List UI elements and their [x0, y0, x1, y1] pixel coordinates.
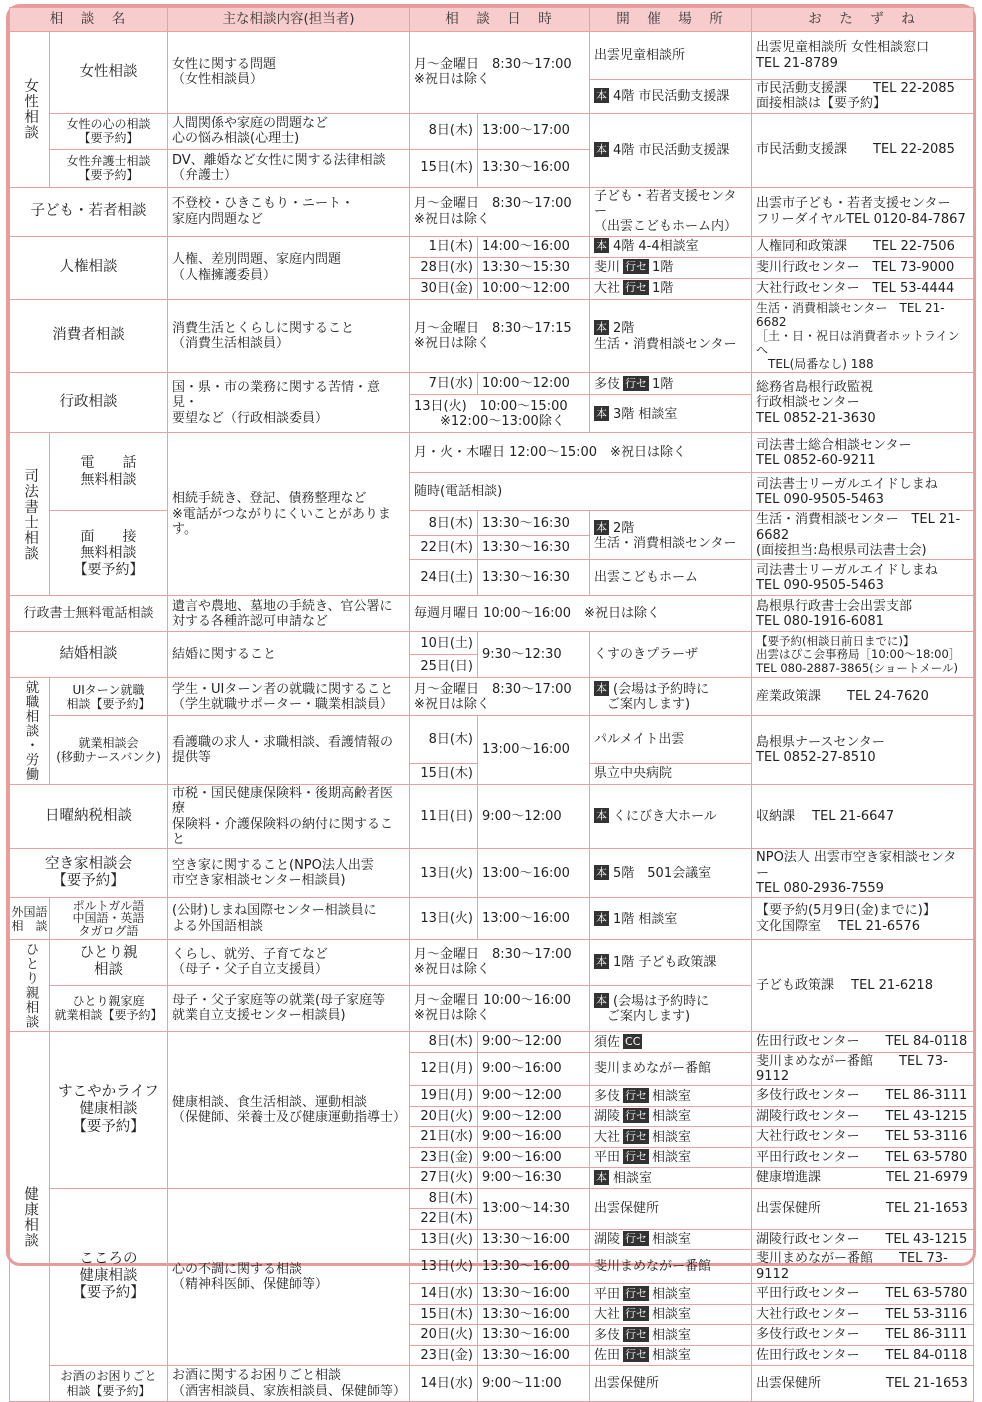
- sukoyaka-date: 21日(水): [410, 1127, 478, 1148]
- place-label: 斐川: [594, 260, 621, 276]
- sukoyaka-time: 9:00～16:00: [478, 1147, 590, 1168]
- kokoro-time: 13:00～17:00: [478, 113, 590, 149]
- header-row: [10, 8, 974, 32]
- sukoyaka-place: [590, 1032, 752, 1053]
- gyosei-contact: 総務省島根行政監視 行政相談センター TEL 0852-21-3630: [752, 373, 974, 433]
- jinken-date: 1日(木): [410, 236, 478, 257]
- kokoro-kenko-date: 14日(水): [410, 1284, 478, 1305]
- kokoro-kenko-content: 心の不調に関する相談 （精神科医師、保健師等）: [168, 1188, 410, 1365]
- gyo-badge: 行セ: [625, 1129, 648, 1143]
- header-contact: お た ず ね: [752, 8, 974, 32]
- gyosei-date: 7日(水): [410, 373, 478, 395]
- jinken-contact: 人権同和政策課 TEL 22-7506: [752, 236, 974, 257]
- kekkon-place: くすのきプラーザ: [590, 632, 752, 678]
- table-row: [10, 187, 974, 236]
- hon-badge: 本: [596, 809, 607, 823]
- shugyo-time: 13:00～16:00: [478, 716, 590, 785]
- table-row: [10, 1188, 974, 1209]
- table-row: [10, 716, 974, 764]
- consultation-schedule: [6, 4, 976, 1399]
- place-label: (会場は予約時に ご案内します): [607, 682, 710, 713]
- hitorioya-contact: 子ども政策課 TEL 21-6218: [752, 940, 974, 1032]
- shohisha-place: [590, 299, 752, 373]
- bengoshi-place: [590, 113, 752, 187]
- kodomo-content: 不登校・ひきこもり・ニート・ 家庭内問題など: [168, 187, 410, 236]
- place-label: 5階 501会議室: [613, 866, 712, 882]
- nozei-date: 11日(日): [410, 784, 478, 848]
- table-row: [10, 511, 974, 535]
- place-room: 相談室: [652, 1286, 692, 1302]
- gyo-badge: 行セ: [625, 1088, 648, 1102]
- gyosei-name: 行政相談: [10, 373, 168, 433]
- akiya-content: 空き家に関すること(NPO法人出雲 市空き家相談センター相談員): [168, 849, 410, 898]
- shiho-place: 出雲こどもホーム: [590, 560, 752, 596]
- place-room: 相談室: [652, 1088, 692, 1104]
- sukoyaka-date: 19日(月): [410, 1086, 478, 1107]
- place-label: 湖陵: [594, 1232, 621, 1248]
- header-content: 主な相談内容(担当者): [168, 8, 410, 32]
- cc-badge: CC: [625, 1034, 641, 1048]
- hon-badge: 本: [596, 682, 607, 696]
- bengoshi-contact: 市民活動支援課 TEL 22-2085: [752, 113, 974, 187]
- sukoyaka-time: 9:00～16:00: [478, 1127, 590, 1148]
- shugyo-content: 看護職の求人・求職相談、看護情報の 提供等: [168, 716, 410, 785]
- shugyo-place: パルメイト出雲: [590, 716, 752, 764]
- kokoro-kenko-date: 13日(火): [410, 1250, 478, 1284]
- place-label: 4階 市民活動支援課: [613, 142, 730, 158]
- sukoyaka-contact: 平田行政センター TEL 63-5780: [752, 1147, 974, 1168]
- kodomo-place: 子ども・若者支援センター （出雲こどもホーム内）: [590, 187, 752, 236]
- sukoyaka-place: [590, 1147, 752, 1168]
- place-room: 相談室: [652, 1348, 692, 1364]
- hitorioya-shugyo-date: 月～金曜日 10:00～16:00 ※祝日は除く: [410, 985, 590, 1031]
- place-label: 多伎: [594, 1327, 621, 1343]
- gyoseishoshi-name: 行政書士無料電話相談: [10, 596, 168, 632]
- kodomo-name: 子ども・若者相談: [10, 187, 168, 236]
- table-row: [10, 373, 974, 395]
- table-row: [10, 1366, 974, 1402]
- place-label: 4階 市民活動支援課: [613, 89, 730, 105]
- osake-date: 14日(水): [410, 1366, 478, 1402]
- hon-badge: 本: [596, 321, 607, 335]
- shugyo-contact: 島根県ナースセンター TEL 0852-27-8510: [752, 716, 974, 785]
- josei-place1: 出雲児童相談所: [590, 32, 752, 80]
- sukoyaka-contact: 斐川まめながー番館 TEL 73-9112: [752, 1052, 974, 1086]
- kokoro-kenko-contact: 出雲保健所 TEL 21-1653: [752, 1188, 974, 1229]
- gyo-badge: 行セ: [625, 281, 648, 295]
- place-label: 湖陵: [594, 1109, 621, 1125]
- kekkon-date: 10日(土): [410, 632, 478, 655]
- place-label: 多伎: [594, 376, 621, 392]
- gyo-badge: 行セ: [625, 1307, 648, 1321]
- kokoro-kenko-contact: 平田行政センター TEL 63-5780: [752, 1284, 974, 1305]
- jinken-place: [590, 278, 752, 299]
- kokoro-kenko-place: [590, 1304, 752, 1325]
- schedule-table: [9, 7, 974, 1402]
- gyo-badge: 行セ: [625, 1109, 648, 1123]
- header-place: 開 催 場 所: [590, 8, 752, 32]
- akiya-time: 13:00～16:00: [478, 849, 590, 898]
- place-floor: 1階: [652, 281, 674, 297]
- uiturn-date: 月～金曜日 8:30～17:00 ※祝日は除く: [410, 678, 590, 716]
- jinken-time: 10:00～12:00: [478, 278, 590, 299]
- hon-badge: 本: [596, 866, 607, 880]
- place-label: 4階 4-4相談室: [613, 239, 699, 255]
- kokoro-kenko-date: 15日(木): [410, 1304, 478, 1325]
- uiturn-name: UIターン就職 相談【要予約】: [50, 678, 168, 716]
- table-row: [10, 433, 974, 473]
- place-label: 須佐: [594, 1034, 621, 1050]
- place-label: くにびき大ホール: [613, 809, 717, 825]
- shohisha-date: 月～金曜日 8:30～17:15 ※祝日は除く: [410, 299, 590, 373]
- shohisha-content: 消費生活とくらしに関すること （消費生活相談員）: [168, 299, 410, 373]
- shiho-contact: 司法書士総合相談センター TEL 0852-60-9211: [752, 433, 974, 473]
- kokoro-kenko-time: 13:30～16:00: [478, 1250, 590, 1284]
- kokoro-kenko-place: [590, 1325, 752, 1346]
- place-room: 相談室: [652, 1232, 692, 1248]
- sukoyaka-contact: 大社行政センター TEL 53-3116: [752, 1127, 974, 1148]
- sukoyaka-date: 27日(火): [410, 1168, 478, 1189]
- jinken-contact: 大社行政センター TEL 53-4444: [752, 278, 974, 299]
- kekkon-date: 25日(日): [410, 655, 478, 678]
- hitorioya-shugyo-name: ひとり親家庭 就業相談【要予約】: [50, 985, 168, 1031]
- hon-badge: 本: [596, 142, 607, 156]
- bengoshi-date: 15日(木): [410, 149, 478, 187]
- gyo-badge: 行セ: [625, 1150, 648, 1164]
- sukoyaka-contact: 健康増進課 TEL 21-6979: [752, 1168, 974, 1189]
- kokoro-kenko-contact: 湖陵行政センター TEL 43-1215: [752, 1229, 974, 1250]
- kokoro-kenko-date: 13日(火): [410, 1229, 478, 1250]
- hon-badge: 本: [596, 239, 607, 253]
- kokoro-kenko-place: [590, 1229, 752, 1250]
- place-label: 平田: [594, 1150, 621, 1166]
- kokoro-kenko-contact: 佐田行政センター TEL 84-0118: [752, 1345, 974, 1366]
- shiho-place: [590, 511, 752, 560]
- jinken-date: 28日(水): [410, 257, 478, 278]
- gyo-badge: 行セ: [625, 376, 648, 390]
- sukoyaka-time: 9:00～16:00: [478, 1052, 590, 1086]
- place-room: 相談室: [652, 1150, 692, 1166]
- gaikokugo-date: 13日(火): [410, 898, 478, 940]
- shiho-denwa: 電 話 無料相談: [50, 433, 168, 511]
- hitorioya-shugyo-content: 母子・父子家庭等の就業(母子家庭等 就業自立支援センター相談員): [168, 985, 410, 1031]
- kokoro-kenko-date: 20日(火): [410, 1325, 478, 1346]
- sukoyaka-time: 9:00～16:30: [478, 1168, 590, 1189]
- shugyo-name: 就業相談会 (移動ナースバンク): [50, 716, 168, 785]
- hon-badge: 本: [596, 955, 607, 969]
- place-label: 2階 生活・消費相談センター: [594, 321, 737, 352]
- kokoro-kenko-date: 8日(木): [410, 1188, 478, 1209]
- sukoyaka-date: 8日(木): [410, 1032, 478, 1053]
- osake-name: お酒のお困りごと 相談【要予約】: [50, 1366, 168, 1402]
- josei-contact1: 出雲児童相談所 女性相談窓口 TEL 21-8789: [752, 32, 974, 80]
- table-row: [10, 849, 974, 898]
- josei-contact2: 市民活動支援課 TEL 22-2085 面接相談は【要予約】: [752, 80, 974, 114]
- kokoro-kenko-place: [590, 1345, 752, 1366]
- josei-name: 女性相談: [50, 32, 168, 114]
- gyo-badge: 行セ: [625, 1232, 648, 1246]
- sukoyaka-date: 23日(金): [410, 1147, 478, 1168]
- sukoyaka-content: 健康相談、食生活相談、運動相談 （保健師、栄養士及び健康運動指導士）: [168, 1032, 410, 1189]
- shiho-date: 22日(木): [410, 535, 478, 560]
- table-row: [10, 236, 974, 257]
- jinken-date: 30日(金): [410, 278, 478, 299]
- gyosei-time: 10:00～12:00: [478, 373, 590, 395]
- sukoyaka-contact: 湖陵行政センター TEL 43-1215: [752, 1106, 974, 1127]
- sukoyaka-contact: 多伎行政センター TEL 86-3111: [752, 1086, 974, 1107]
- shiho-content: 相続手続き、登記、債務整理など ※電話がつながりにくいことがあります。: [168, 433, 410, 596]
- nozei-name: 日曜納税相談: [10, 784, 168, 848]
- sukoyaka-date: 20日(火): [410, 1106, 478, 1127]
- hitorioya-date: 月～金曜日 8:30～17:00 ※祝日は除く: [410, 940, 590, 986]
- shohisha-name: 消費者相談: [10, 299, 168, 373]
- jinken-contact: 斐川行政センター TEL 73-9000: [752, 257, 974, 278]
- gyo-badge: 行セ: [625, 1348, 648, 1362]
- bengoshi-content: DV、離婚など女性に関する法律相談 （弁護士）: [168, 149, 410, 187]
- group-shuro: 就職相談・労働: [10, 678, 50, 785]
- kekkon-contact: 【要予約(相談日前日までに)】 出雲はぴこ会事務局［10:00～18:00］ TEL 080-2887-3865(ショートメール): [752, 632, 974, 678]
- place-label: 2階 生活・消費相談センター: [594, 520, 737, 551]
- shiho-time: 13:30～16:30: [478, 511, 590, 535]
- hon-badge: 本: [596, 520, 607, 534]
- place-label: 大社: [594, 1129, 621, 1145]
- gaikokugo-content: (公財)しまね国際センター相談員に よる外国語相談: [168, 898, 410, 940]
- shugyo-place: 県立中央病院: [590, 763, 752, 784]
- group-shiho: 司法書士相談: [10, 433, 50, 596]
- sukoyaka-time: 9:00～12:00: [478, 1106, 590, 1127]
- sukoyaka-name: すこやかライフ 健康相談 【要予約】: [50, 1032, 168, 1189]
- gyoseishoshi-date: 毎週月曜日 10:00～16:00 ※祝日は除く: [410, 596, 752, 632]
- kokoro-kenko-time: 13:30～16:00: [478, 1304, 590, 1325]
- place-label: 平田: [594, 1286, 621, 1302]
- gyosei-date2: 13日(火) 10:00～15:00 ※12:00～13:00除く: [410, 395, 590, 433]
- group-josei: 女性相談: [10, 32, 50, 188]
- josei-place2: [590, 80, 752, 114]
- kekkon-content: 結婚に関すること: [168, 632, 410, 678]
- hitorioya-content: くらし、就労、子育てなど （母子・父子自立支援員）: [168, 940, 410, 986]
- jinken-place: [590, 257, 752, 278]
- shohisha-contact: 生活・消費相談センター TEL 21-6682 ［土・日・祝日は消費者ホットラインへ TEL(局番なし) 188: [752, 299, 974, 373]
- place-label: 1階 子ども政策課: [613, 955, 717, 971]
- table-row: [10, 678, 974, 716]
- place-label: 佐田: [594, 1348, 621, 1364]
- sukoyaka-date: 12日(月): [410, 1052, 478, 1086]
- kokoro-date: 8日(木): [410, 113, 478, 149]
- osake-time: 9:00～11:00: [478, 1366, 590, 1402]
- shiho-contact: 司法書士リーガルエイドしまね TEL 090-9505-5463: [752, 473, 974, 511]
- gyo-badge: 行セ: [625, 260, 648, 274]
- kokoro-kenko-time: 13:00～14:30: [478, 1188, 590, 1229]
- kodomo-date: 月～金曜日 8:30～17:00 ※祝日は除く: [410, 187, 590, 236]
- kokoro-kenko-time: 13:30～16:00: [478, 1284, 590, 1305]
- table-row: [10, 632, 974, 655]
- table-row: [10, 1032, 974, 1053]
- table-row: [10, 299, 974, 373]
- place-label: 1階 相談室: [613, 911, 678, 927]
- place-label: 多伎: [594, 1088, 621, 1104]
- kokoro-kenko-time: 13:30～16:00: [478, 1345, 590, 1366]
- shiho-time: 13:30～16:30: [478, 560, 590, 596]
- sukoyaka-place: [590, 1086, 752, 1107]
- place-label: 相談室: [613, 1170, 653, 1186]
- hon-badge: 本: [596, 406, 607, 420]
- josei-content: 女性に関する問題 （女性相談員）: [168, 32, 410, 114]
- place-room: 相談室: [652, 1327, 692, 1343]
- jinken-time: 14:00～16:00: [478, 236, 590, 257]
- table-row: [10, 940, 974, 986]
- place-floor: 1階: [652, 260, 674, 276]
- place-label: (会場は予約時に ご案内します): [607, 993, 710, 1024]
- shiho-date: 月・火・木曜日 12:00～15:00 ※祝日は除く: [410, 433, 752, 473]
- table-row: [10, 898, 974, 940]
- kokoro-kenko-place: [590, 1284, 752, 1305]
- sukoyaka-place: 斐川まめながー番館: [590, 1052, 752, 1086]
- uiturn-contact: 産業政策課 TEL 24-7620: [752, 678, 974, 716]
- kokoro-name: 女性の心の相談 【要予約】: [50, 113, 168, 149]
- hon-badge: 本: [596, 993, 607, 1007]
- shugyo-date: 8日(木): [410, 716, 478, 764]
- sukoyaka-time: 9:00～12:00: [478, 1086, 590, 1107]
- shugyo-date: 15日(木): [410, 763, 478, 784]
- osake-content: お酒に関するお困りごと相談 （酒害相談員、家族相談員、保健師等）: [168, 1366, 410, 1402]
- osake-contact: 出雲保健所 TEL 21-1653: [752, 1366, 974, 1402]
- shiho-date: 随時(電話相談): [410, 473, 752, 511]
- kokoro-kenko-contact: 多伎行政センター TEL 86-3111: [752, 1325, 974, 1346]
- gyo-badge: 行セ: [625, 1327, 648, 1341]
- kekkon-name: 結婚相談: [10, 632, 168, 678]
- hon-badge: 本: [596, 89, 607, 103]
- bengoshi-name: 女性弁護士相談 【要予約】: [50, 149, 168, 187]
- bengoshi-time: 13:30～16:00: [478, 149, 590, 187]
- shiho-mensetsu: 面 接 無料相談 【要予約】: [50, 511, 168, 596]
- akiya-date: 13日(火): [410, 849, 478, 898]
- kokoro-kenko-date: 22日(木): [410, 1209, 478, 1230]
- gaikokugo-time: 13:00～16:00: [478, 898, 590, 940]
- gaikokugo-name: ポルトガル語 中国語・英語 タガログ語: [50, 898, 168, 940]
- gyosei-place1: [590, 373, 752, 395]
- group-hitorioya: ひとり親相談: [10, 940, 50, 1032]
- header-date: 相 談 日 時: [410, 8, 590, 32]
- hitorioya-name: ひとり親 相談: [50, 940, 168, 986]
- jinken-content: 人権、差別問題、家庭内問題 （人権擁護委員）: [168, 236, 410, 299]
- gyoseishoshi-content: 遺言や農地、墓地の手続き、官公署に 対する各種許認可申請など: [168, 596, 410, 632]
- kokoro-kenko-name: こころの 健康相談 【要予約】: [50, 1188, 168, 1365]
- shiho-date: 8日(木): [410, 511, 478, 535]
- sukoyaka-place: [590, 1106, 752, 1127]
- akiya-contact: NPO法人 出雲市空き家相談センター TEL 080-2936-7559: [752, 849, 974, 898]
- shiho-contact: 司法書士リーガルエイドしまね TEL 090-9505-5463: [752, 560, 974, 596]
- shiho-date: 24日(土): [410, 560, 478, 596]
- kokoro-kenko-time: 13:30～16:00: [478, 1229, 590, 1250]
- place-label: 3階 相談室: [613, 406, 678, 422]
- hon-badge: 本: [596, 1170, 607, 1184]
- nozei-time: 9:00～12:00: [478, 784, 590, 848]
- jinken-place: [590, 236, 752, 257]
- gaikokugo-group: 外国語 相 談: [10, 898, 50, 940]
- place-floor: 1階: [652, 376, 674, 392]
- place-label: 大社: [594, 1307, 621, 1323]
- akiya-name: 空き家相談会 【要予約】: [10, 849, 168, 898]
- kokoro-kenko-contact: 斐川まめながー番館 TEL 73-9112: [752, 1250, 974, 1284]
- sukoyaka-contact: 佐田行政センター TEL 84-0118: [752, 1032, 974, 1053]
- shiho-time: 13:30～16:30: [478, 535, 590, 560]
- header-name: 相 談 名: [10, 8, 168, 32]
- jinken-name: 人権相談: [10, 236, 168, 299]
- hitorioya-place: [590, 940, 752, 986]
- place-room: 相談室: [652, 1109, 692, 1125]
- sukoyaka-place: [590, 1168, 752, 1189]
- hitorioya-shugyo-place: [590, 985, 752, 1031]
- gyoseishoshi-contact: 島根県行政書士会出雲支部 TEL 080-1916-6081: [752, 596, 974, 632]
- kokoro-kenko-time: 13:30～16:00: [478, 1325, 590, 1346]
- table-row: [10, 596, 974, 632]
- kokoro-kenko-place: 出雲保健所: [590, 1188, 752, 1229]
- hon-badge: 本: [596, 911, 607, 925]
- kokoro-kenko-contact: 大社行政センター TEL 53-3116: [752, 1304, 974, 1325]
- nozei-contact: 収納課 TEL 21-6647: [752, 784, 974, 848]
- table-row: [10, 32, 974, 80]
- uiturn-place: [590, 678, 752, 716]
- josei-date: 月～金曜日 8:30～17:00 ※祝日は除く: [410, 32, 590, 114]
- sukoyaka-place: [590, 1127, 752, 1148]
- place-room: 相談室: [652, 1129, 692, 1145]
- place-room: 相談室: [652, 1307, 692, 1323]
- kokoro-kenko-date: 23日(金): [410, 1345, 478, 1366]
- uiturn-content: 学生・UIターン者の就職に関すること （学生就職サポーター・職業相談員）: [168, 678, 410, 716]
- gaikokugo-place: [590, 898, 752, 940]
- gaikokugo-contact: 【要予約(5月9日(金)までに)】 文化国際室 TEL 21-6576: [752, 898, 974, 940]
- kokoro-content: 人間関係や家庭の問題など 心の悩み相談(心理士): [168, 113, 410, 149]
- group-kenko: 健康相談: [10, 1032, 50, 1402]
- nozei-content: 市税・国民健康保険料・後期高齢者医療 保険料・介護保険料の納付に関すること: [168, 784, 410, 848]
- shiho-contact: 生活・消費相談センター TEL 21-6682 (面接担当:島根県司法書士会): [752, 511, 974, 560]
- osake-place: 出雲保健所: [590, 1366, 752, 1402]
- kodomo-contact: 出雲市子ども・若者支援センター フリーダイヤルTEL 0120-84-7867: [752, 187, 974, 236]
- nozei-place: [590, 784, 752, 848]
- place-label: 大社: [594, 281, 621, 297]
- gyosei-place2: [590, 395, 752, 433]
- gyo-badge: 行セ: [625, 1286, 648, 1300]
- kokoro-kenko-place: 斐川まめながー番館: [590, 1250, 752, 1284]
- table-row: [10, 784, 974, 848]
- akiya-place: [590, 849, 752, 898]
- jinken-time: 13:30～15:30: [478, 257, 590, 278]
- table-row: [10, 113, 974, 149]
- gyosei-content: 国・県・市の業務に関する苦情・意見・ 要望など（行政相談委員）: [168, 373, 410, 433]
- sukoyaka-time: 9:00～12:00: [478, 1032, 590, 1053]
- kekkon-time: 9:30～12:30: [478, 632, 590, 678]
